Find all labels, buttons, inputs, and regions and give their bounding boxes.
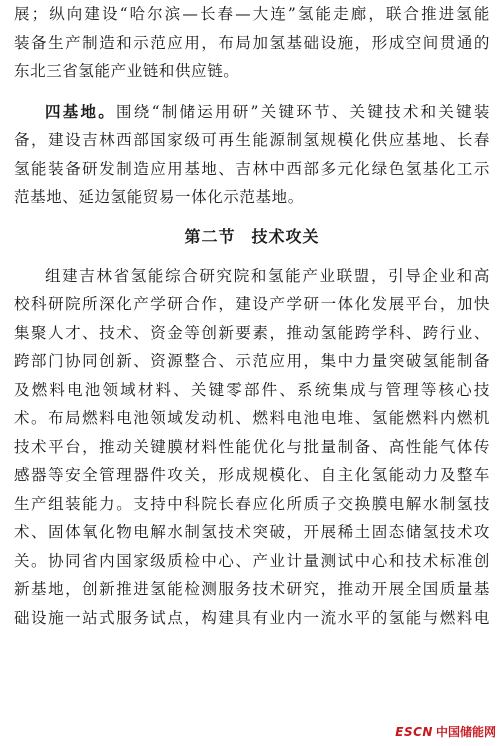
section-title: 技术攻关 [251, 226, 320, 246]
text-line: 东北三省氢能产业链和供应链。 [14, 62, 240, 80]
text-line: 生产组装能力。支持中科院长春应化所质子交换膜电解水制氢技 [14, 494, 490, 513]
text-line: 展；纵向建设“哈尔滨—长春—大连”氢能走廊，联合推进氢能 [14, 5, 490, 23]
text-line: 及燃料电池领域材料、关键零部件、系统集成与管理等核心技 [14, 380, 490, 399]
section-heading [14, 212, 490, 262]
paragraph-3 [14, 262, 490, 633]
text-line: 装备生产制造和示范应用，布局加氢基础设施，形成空间贯通的 [14, 33, 490, 52]
paragraph-1 [14, 0, 490, 86]
text-line: 氢能装备研发制造应用基地、吉林中西部多元化绿色氢基化工示 [14, 159, 490, 178]
text-line-body: 围绕“制储运用研”关键环节、关键技术和关键装 [116, 102, 490, 121]
paragraph-2 [14, 98, 490, 212]
text-line: 校科研院所深化产学研合作，建设产学研一体化发展平台，加快 [14, 295, 490, 313]
text-line: 术、固体氧化物电解水制氢技术突破，开展稀土固态储氢技术攻 [14, 523, 490, 541]
text-line: 集聚人才、技术、资金等创新要素，推动氢能跨学科、跨行业、 [14, 323, 490, 342]
site-watermark [395, 723, 496, 740]
text-line: 术。布局燃料电池领域发动机、燃料电池电堆、氢能燃料内燃机 [14, 409, 490, 427]
text-line: 跨部门协同创新、资源整合、示范应用，集中力量突破氢能制备 [14, 352, 490, 370]
text-line: 备，建设吉林西部国家级可再生能源制氢规模化供应基地、长春 [14, 131, 490, 149]
text-line [14, 98, 490, 127]
document-page [14, 0, 490, 632]
text-line: 础设施一站式服务试点，构建具有业内一流水平的氢能与燃料电 [14, 608, 490, 627]
text-line: 范基地、延边氢能贸易一体化示范基地。 [14, 188, 304, 206]
text-line: 新基地，创新推进氢能检测服务技术研究，推动开展全国质量基 [14, 580, 490, 598]
text-line: 感器等安全管理器件攻关，形成规模化、自主化氢能动力及整车 [14, 466, 490, 484]
text-line: 组建吉林省氢能综合研究院和氢能产业联盟，引导企业和高 [45, 266, 490, 285]
text-line: 技术平台，推动关键膜材料性能优化与批量制备、高性能气体传 [14, 437, 490, 456]
paragraph-lead: 四基地。 [45, 101, 117, 121]
watermark-site: 中国储能网 [435, 725, 496, 739]
watermark-brand: ESCN [395, 724, 433, 739]
text-line: 关。协同省内国家级质检中心、产业计量测试中心和技术标准创 [14, 551, 490, 570]
section-number: 第二节 [184, 226, 236, 246]
